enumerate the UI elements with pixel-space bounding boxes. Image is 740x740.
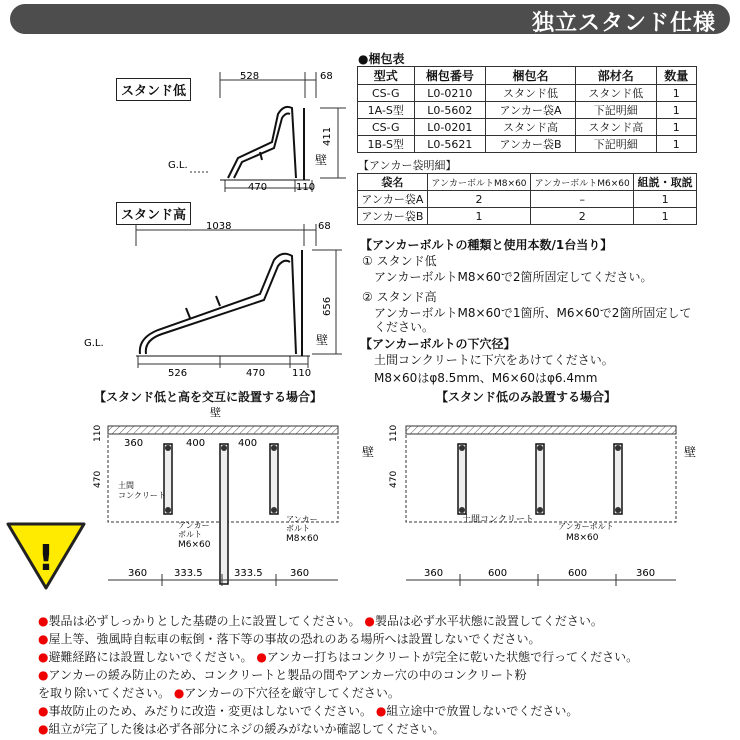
- table-cell: CS-G: [358, 119, 415, 136]
- layout-low-anchor-l2: M8×60: [566, 533, 599, 543]
- stand-low-dim-top: 528: [240, 71, 260, 82]
- anchor-usage-item1: ① スタンド低: [362, 254, 437, 268]
- anchor-usage-item2: ② スタンド高: [362, 290, 437, 304]
- table-cell: アンカー袋A: [486, 102, 576, 119]
- warning-triangle-icon: [6, 520, 86, 592]
- table-cell: アンカー袋B: [486, 136, 576, 153]
- packing-table: [357, 66, 697, 153]
- table-row: [358, 191, 697, 208]
- warning-text: ●製品は必ず水平状態に設置してください。: [364, 614, 603, 628]
- page-title: 独立スタンド仕様: [531, 11, 716, 36]
- table-cell: 1A-S型: [358, 102, 415, 119]
- layout-alt-top-dim: 400: [186, 438, 206, 449]
- stand-high-dim-top-right: 68: [318, 221, 331, 232]
- stand-high-gl: G.L.: [84, 338, 104, 349]
- table-cell: アンカー袋B: [358, 208, 428, 225]
- stand-high-dim-bottom-right: 110: [292, 368, 312, 379]
- table-cell: 1: [427, 208, 530, 225]
- warning-text: ●組立が完了した後は必ず各部分にネジの緩みがないか確認してください。: [38, 722, 445, 736]
- layout-alt-anchor-left-l1: アンカー: [178, 521, 210, 530]
- anchor-hole-text2: M8×60はφ8.5mm、M6×60はφ6.4mm: [374, 371, 598, 385]
- stand-low-dim-height: 411: [322, 126, 333, 146]
- layout-alt-title: 【スタンド低と高を交互に設置する場合】: [94, 390, 323, 404]
- table-cell: アンカー袋A: [358, 191, 428, 208]
- anchor-detail-header: 袋名: [358, 174, 428, 191]
- warning-line: [38, 648, 638, 665]
- anchor-usage-item2-text2: ください。: [374, 320, 435, 334]
- anchor-hole-title: 【アンカーボルトの下穴径】: [360, 337, 516, 351]
- warning-text: を取り除いてください。: [38, 686, 171, 700]
- table-cell: 1: [634, 208, 697, 225]
- layout-low-side-dim: 470: [389, 470, 399, 488]
- table-cell: L0-5621: [414, 136, 486, 153]
- stand-low-gl: G.L.: [168, 160, 188, 171]
- layout-alt-wall: 壁: [210, 406, 221, 419]
- table-cell: 1: [634, 191, 697, 208]
- anchor-usage-item1-text: アンカーボルトM8×60で2箇所固定してください。: [374, 270, 653, 284]
- stand-high-diagram: [80, 220, 350, 380]
- layout-low-bottom-dim: 600: [568, 568, 588, 579]
- stand-high-dim-bottom-mid: 470: [246, 368, 266, 379]
- layout-low-wall-left: 壁: [362, 445, 375, 459]
- warning-text: ●アンカーの緩み防止のため、コンクリートと製品の間やアンカー穴の中のコンクリート粉: [38, 668, 527, 682]
- stand-low-dim-top-right: 68: [320, 71, 333, 82]
- table-cell: 1B-S型: [358, 136, 415, 153]
- layout-low-bottom-dim: 600: [488, 568, 508, 579]
- packing-header: 数量: [656, 67, 696, 85]
- table-cell: スタンド低: [486, 85, 576, 102]
- stand-high-dim-top: 1038: [206, 221, 232, 232]
- table-cell: スタンド低: [575, 85, 656, 102]
- anchor-usage-item2-text1: アンカーボルトM8×60で1箇所、M6×60で2箇所固定して: [374, 306, 692, 320]
- warning-line: [38, 612, 603, 629]
- table-cell: L0-0210: [414, 85, 486, 102]
- table-row: [358, 208, 697, 225]
- stand-high-dim-bottom-left: 526: [168, 368, 188, 379]
- layout-low-diagram: [362, 404, 702, 590]
- layout-alt-side-dim: 110: [93, 424, 103, 442]
- warning-text: ●製品は必ずしっかりとした基礎の上に設置してください。: [38, 614, 361, 628]
- table-cell: 下記明細: [575, 102, 656, 119]
- page-header: [0, 0, 740, 40]
- table-cell: L0-5602: [414, 102, 486, 119]
- layout-alt-top-dim: 400: [238, 438, 258, 449]
- table-cell: 下記明細: [575, 136, 656, 153]
- anchor-detail-header: アンカーボルトM8×60: [427, 174, 530, 191]
- anchor-detail-header: アンカーボルトM6×60: [531, 174, 634, 191]
- packing-header-row: [358, 67, 697, 85]
- layout-alt-bottom-dim: 360: [290, 568, 310, 579]
- warning-line: [38, 630, 541, 647]
- warning-text: ●組立途中で放置しないでください。: [375, 704, 579, 718]
- table-cell: 1: [656, 136, 696, 153]
- layout-alt-anchor-right-l3: M8×60: [286, 534, 319, 544]
- layout-low-wall-right: 壁: [684, 445, 697, 459]
- anchor-hole-text1: 土間コンクリートに下穴をあけてください。: [374, 353, 614, 367]
- layout-low-title: 【スタンド低のみ設置する場合】: [436, 390, 617, 404]
- table-row: [358, 119, 697, 136]
- anchor-usage-title: 【アンカーボルトの種類と使用本数/1台当り】: [360, 238, 613, 252]
- table-cell: 1: [656, 85, 696, 102]
- stand-low-label: スタンド低: [116, 78, 191, 101]
- layout-alt-anchor-right-l2: ボルト: [286, 524, 310, 533]
- warning-line: [38, 720, 445, 737]
- table-cell: L0-0201: [414, 119, 486, 136]
- warning-line: [38, 684, 400, 701]
- packing-header: 型式: [358, 67, 415, 85]
- anchor-detail-header: 組説・取説: [634, 174, 697, 191]
- layout-alt-top-dim: 360: [124, 438, 144, 449]
- stand-low-wall: 壁: [315, 153, 328, 167]
- table-row: [358, 85, 697, 102]
- warning-text: ●屋上等、強風時自転車の転倒・落下等の事故の恐れのある場所へは設置しないでください。: [38, 632, 541, 646]
- layout-alt-bottom-dim: 333.5: [174, 568, 203, 579]
- layout-alt-bottom-dim: 333.5: [234, 568, 263, 579]
- layout-alt-anchor-left-l2: ボルト: [178, 530, 202, 539]
- stand-low-dim-bottom: 470: [248, 182, 268, 193]
- stand-low-dim-bottom-right: 110: [296, 182, 316, 193]
- anchor-detail-title: 【アンカー袋明細】: [358, 159, 457, 172]
- packing-header: 梱包名: [486, 67, 576, 85]
- layout-low-bottom-dim: 360: [636, 568, 656, 579]
- stand-low-diagram: [150, 68, 350, 198]
- layout-alt-anchor-left-l3: M6×60: [178, 540, 211, 550]
- table-cell: –: [531, 191, 634, 208]
- table-cell: CS-G: [358, 85, 415, 102]
- stand-high-dim-height: 656: [322, 296, 333, 316]
- warning-line: [38, 666, 527, 683]
- packing-title: ●梱包表: [358, 52, 405, 66]
- table-cell: 2: [531, 208, 634, 225]
- layout-alt-concrete-l1: 土間: [118, 481, 134, 490]
- table-cell: スタンド高: [486, 119, 576, 136]
- warning-text: ●避難経路には設置しないでください。: [38, 650, 253, 664]
- table-cell: 1: [656, 119, 696, 136]
- stand-high-label: スタンド高: [116, 202, 191, 225]
- layout-low-concrete: 土間コンクリート: [462, 515, 534, 525]
- table-cell: 2: [427, 191, 530, 208]
- layout-alt-bottom-dim: 360: [128, 568, 148, 579]
- anchor-detail-table: [357, 173, 697, 225]
- anchor-detail-header-row: [358, 174, 697, 191]
- warning-text: ●事故防止のため、みだりに改造・変更はしないでください。: [38, 704, 373, 718]
- layout-low-bottom-dim: 360: [424, 568, 444, 579]
- layout-alt-side-dim: 470: [93, 470, 103, 488]
- table-cell: 1: [656, 102, 696, 119]
- layout-alt-anchor-right-l1: アンカー: [286, 515, 318, 524]
- warning-line: [38, 702, 578, 719]
- layout-alt-diagram: [78, 404, 360, 590]
- layout-low-anchor-l1: アンカーボルト: [558, 522, 614, 531]
- packing-header: 梱包番号: [414, 67, 486, 85]
- warning-text: ●アンカー打ちはコンクリートが完全に乾いた状態で行ってください。: [256, 650, 639, 664]
- stand-high-wall: 壁: [316, 333, 329, 347]
- table-row: [358, 136, 697, 153]
- layout-low-side-dim: 110: [389, 424, 399, 442]
- packing-header: 部材名: [575, 67, 656, 85]
- layout-alt-concrete-l2: コンクリート: [118, 491, 166, 500]
- table-row: [358, 102, 697, 119]
- table-cell: スタンド高: [575, 119, 656, 136]
- warning-symbol: !: [37, 538, 55, 579]
- warning-text: ●アンカーの下穴径を厳守してください。: [173, 686, 400, 700]
